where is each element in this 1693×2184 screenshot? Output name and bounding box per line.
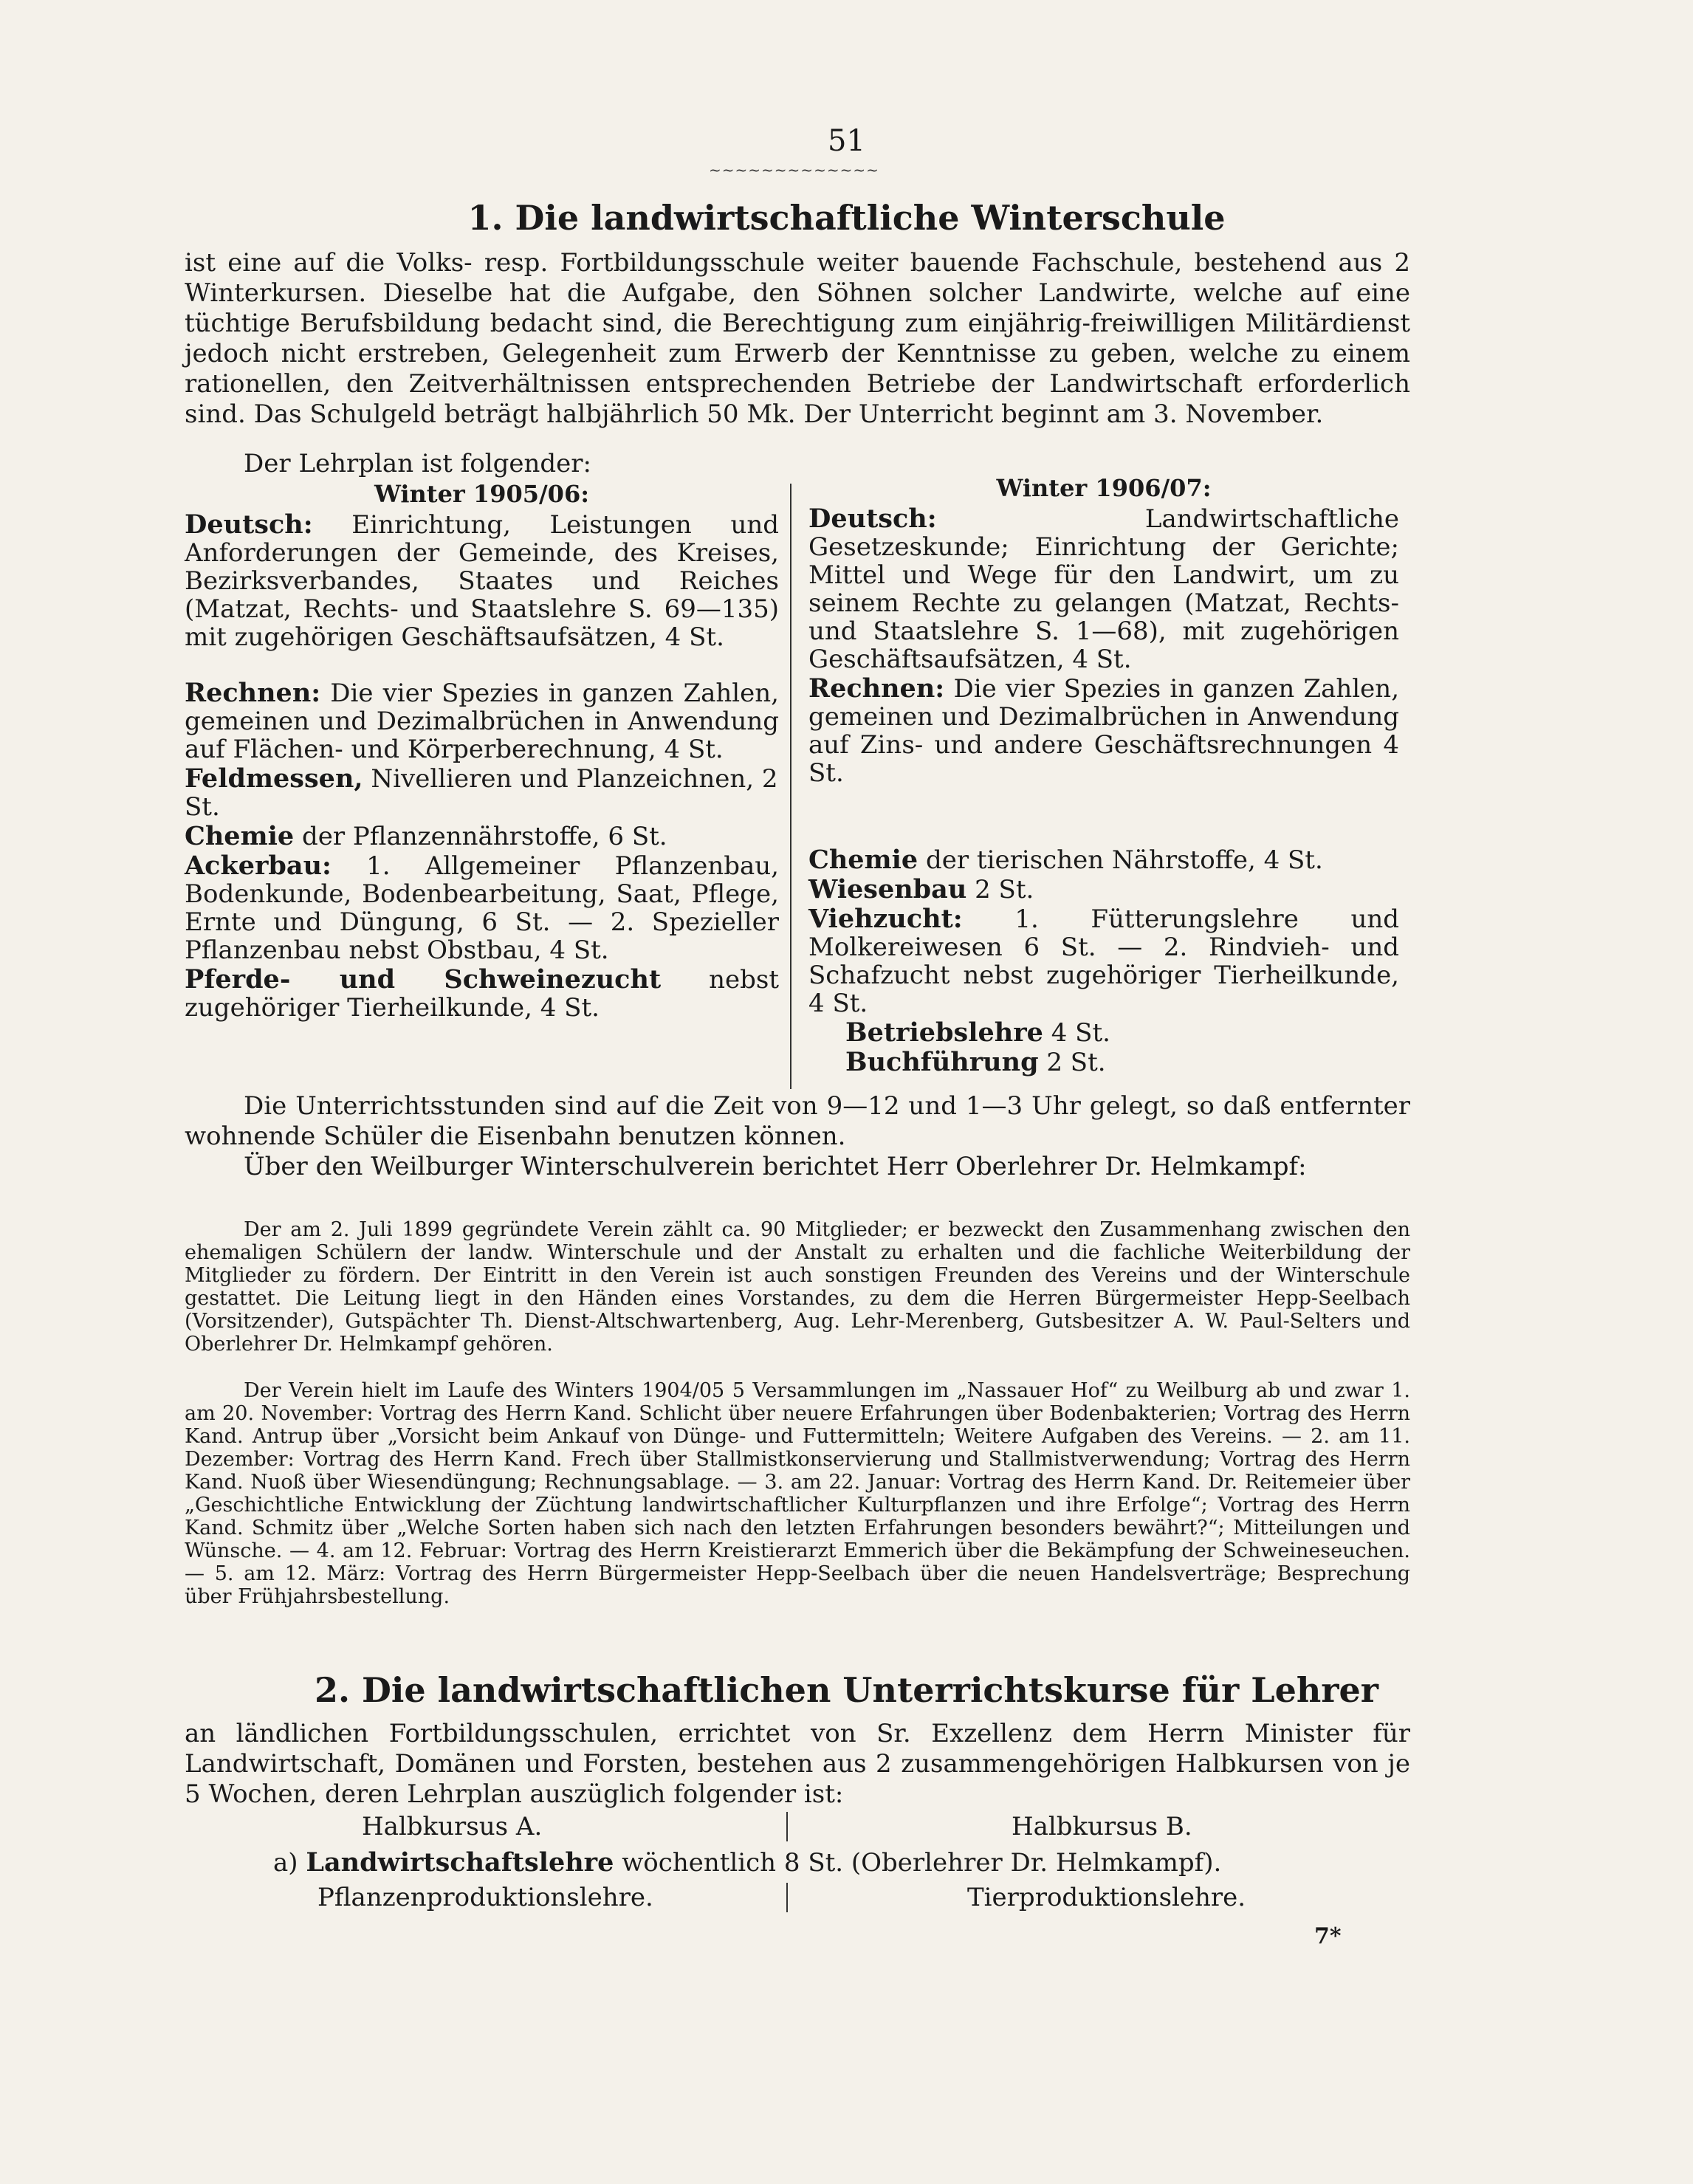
winter1-rechnen-label: Rechnen: xyxy=(185,678,321,708)
winter2-chemie xyxy=(808,846,1399,874)
row-a-prefix: a) xyxy=(273,1848,298,1878)
lehrplan-intro: Der Lehrplan ist folgender: xyxy=(244,449,592,478)
winter2-betrieb-text: 4 St. xyxy=(1051,1018,1110,1048)
winter1-ackerbau xyxy=(185,852,779,964)
winter2-wiesen-text: 2 St. xyxy=(975,875,1034,904)
winter2-rechnen xyxy=(808,675,1399,787)
winter2-deutsch-text: Landwirtschaftliche Gesetzeskunde; Einrichtung der Gerichte; Mittel und Wege für den Landwirt, um zu seinem Rechte zu gelangen (Matzat, Rechts- und Staatslehre S. 1—68), mit zugehörigen Geschäftsaufsätzen, 4 St. xyxy=(808,504,1399,674)
winter1-deutsch-text: Einrichtung, Leistungen und Anforderungen der Gemeinde, des Kreises, Bezirksverbandes, Staates und Reiches (Matzat, Rechts- und Staatslehre S. 69—135) mit zugehörigen Geschäftsaufsätzen, 4 St. xyxy=(185,510,779,652)
winter1-rechnen-text: Die vier Spezies in ganzen Zahlen, gemeinen und Dezimalbrüchen in Anwendung auf Flächen- und Körperberechnung, 4 St. xyxy=(185,679,779,764)
winter2-wiesenbau xyxy=(808,876,1399,904)
winter1-heading: Winter 1905/06: xyxy=(374,480,590,508)
row-a-text: wöchentlich 8 St. (Oberlehrer Dr. Helmkampf). xyxy=(622,1848,1222,1878)
winter1-deutsch xyxy=(185,511,779,651)
halbkursus-b: Halbkursus B. xyxy=(1012,1812,1192,1841)
winter2-deutsch xyxy=(808,505,1399,673)
section1-title: 1. Die landwirtschaftliche Winterschule xyxy=(467,198,1226,238)
winter2-chemie-label: Chemie xyxy=(808,845,918,875)
winter1-column xyxy=(185,480,779,1022)
winter2-deutsch-label: Deutsch: xyxy=(808,504,937,534)
winter2-viehzucht xyxy=(808,905,1399,1017)
section2-title: 2. Die landwirtschaftlichen Unterrichtskurse für Lehrer xyxy=(314,1670,1379,1710)
winter1-acker-text: 1. Allgemeiner Pflanzenbau, Bodenkunde, Bodenbearbeitung, Saat, Pflege, Ernte und Düngung, 6 St. — 2. Spezieller Pflanzenbau nebst Obstbau, 4 St. xyxy=(185,851,779,965)
winter1-feldmessen xyxy=(185,765,779,821)
section1-intro: ist eine auf die Volks- resp. Fortbildungsschule weiter bauende Fachschule, bestehend aus 2 Winterkursen. Dieselbe hat die Aufgabe, den Söhnen solcher Landwirte, welche auf eine tüchtige Berufsbildung bedacht sind, die Berechtigung zum einjährig-freiwilligen Militärdienst jedoch nicht erstreben, Gelegenheit zum Erwerb der Kenntnisse zu geben, welche zu einem rationellen, den Zeitverhältnissen entsprechenden Betriebe der Landwirtschaft erforderlich sind. Das Schulgeld beträgt halbjährlich 50 Mk. Der Unterricht beginnt am 3. November. xyxy=(185,248,1410,429)
signature-mark: 7* xyxy=(1314,1923,1342,1949)
ornament-rule: ~~~~~~~~~~~~~ xyxy=(709,161,879,179)
winter2-vieh-label: Viehzucht: xyxy=(808,904,963,934)
winter2-betrieb-label: Betriebslehre xyxy=(845,1017,1043,1048)
winter2-wiesen-label: Wiesenbau xyxy=(808,874,967,904)
section2-intro: an ländlichen Fortbildungsschulen, errichtet von Sr. Exzellenz dem Herrn Minister für Landwirtschaft, Domänen und Forsten, bestehen aus 2 zusammengehörigen Halbkursen von je 5 Wochen, deren Lehrplan auszüglich folgender ist: xyxy=(185,1719,1410,1809)
winter2-buch xyxy=(808,1048,1399,1076)
winter2-chemie-text: der tierischen Nährstoffe, 4 St. xyxy=(925,845,1323,875)
halbkursus-divider xyxy=(786,1812,788,1841)
row-a-right: Tierproduktionslehre. xyxy=(967,1883,1246,1912)
unterricht-note: Die Unterrichtsstunden sind auf die Zeit von 9—12 und 1—3 Uhr gelegt, so daß entfernter wohnende Schüler die Eisenbahn benutzen können. xyxy=(185,1091,1410,1151)
winter1-feld-label: Feldmessen, xyxy=(185,763,363,794)
page-number: 51 xyxy=(828,124,865,158)
winter2-betrieb xyxy=(808,1019,1399,1047)
winter1-deutsch-label: Deutsch: xyxy=(185,509,313,540)
winter1-pferde-label: Pferde- und Schweinezucht xyxy=(185,964,662,995)
row-a-subject: Landwirtschaftslehre xyxy=(306,1847,614,1878)
winter1-pferde-text: nebst zugehöriger Tierheilkunde, 4 St. xyxy=(185,965,779,1023)
verein-intro: Über den Weilburger Winterschulverein berichtet Herr Oberlehrer Dr. Helmkampf: xyxy=(244,1152,1307,1181)
winter2-rechnen-label: Rechnen: xyxy=(808,673,945,704)
winter1-chemie xyxy=(185,823,779,851)
winter1-rechnen xyxy=(185,679,779,763)
winter2-column xyxy=(808,474,1399,1076)
verein-paragraph-1: Der am 2. Juli 1899 gegründete Verein zählt ca. 90 Mitglieder; er bezweckt den Zusammenhang zwischen den ehemaligen Schülern der landw. Winterschule und der Anstalt zu erhalten und die fachliche Weiterbildung der Mitglieder zu fördern. Der Eintritt in den Verein ist auch sonstigen Freunden des Vereins und der Winterschule gestattet. Die Leitung liegt in den Händen eines Vorstandes, zu dem die Herren Bürgermeister Hepp-Seelbach (Vorsitzender), Gutspächter Th. Dienst-Altschwartenberg, Aug. Lehr-Merenberg, Gutsbesitzer A. W. Paul-Selters und Oberlehrer Dr. Helmkampf gehören. xyxy=(185,1218,1410,1356)
winter1-chemie-label: Chemie xyxy=(185,821,295,851)
winter1-acker-label: Ackerbau: xyxy=(185,851,332,881)
winter1-pferde xyxy=(185,966,779,1022)
column-divider xyxy=(790,484,791,1089)
winter2-buch-text: 2 St. xyxy=(1046,1048,1106,1077)
verein-paragraph-2: Der Verein hielt im Laufe des Winters 1904/05 5 Versammlungen im „Nassauer Hof“ zu Weilburg ab und zwar 1. am 20. November: Vortrag des Herrn Kand. Schlicht über neuere Erfahrungen über Bodenbakterien; Vortrag des Herrn Kand. Antrup über „Vorsicht beim Ankauf von Dünge- und Futtermitteln; Weitere Aufgaben des Vereins. — 2. am 11. Dezember: Vortrag des Herrn Kand. Frech über Stallmistkonservierung und Stallmistverwendung; Vortrag des Herrn Kand. Nuoß über Wiesendüngung; Rechnungsablage. — 3. am 22. Januar: Vortrag des Herrn Kand. Dr. Reitemeier über „Geschichtliche Entwicklung der Züchtung landwirtschaftlicher Kulturpflanzen und ihre Erfolge“; Vortrag des Herrn Kand. Schmitz über „Welche Sorten haben sich nach den letzten Erfahrungen besonders bewährt?“; Mitteilungen und Wünsche. — 4. am 12. Februar: Vortrag des Herrn Kreistierarzt Emmerich über die Bekämpfung der Schweineseuchen. — 5. am 12. März: Vortrag des Herrn Bürgermeister Hepp-Seelbach über die neuen Handelsverträge; Besprechung über Frühjahrsbestellung. xyxy=(185,1379,1410,1608)
winter1-chemie-text: der Pflanzennährstoffe, 6 St. xyxy=(301,822,667,851)
halbkursus-a: Halbkursus A. xyxy=(362,1812,543,1841)
row-a xyxy=(273,1847,1221,1878)
row-a-left: Pflanzenproduktionslehre. xyxy=(317,1883,653,1912)
winter2-heading: Winter 1906/07: xyxy=(996,474,1212,502)
winter1-feld-text: Nivellieren und Planzeichnen, 2 St. xyxy=(185,764,778,822)
row-a-divider xyxy=(786,1883,788,1912)
winter2-rechnen-text: Die vier Spezies in ganzen Zahlen, gemeinen und Dezimalbrüchen in Anwendung auf Zins- und andere Geschäftsrechnungen 4 St. xyxy=(808,674,1399,788)
winter2-buch-label: Buchführung xyxy=(845,1047,1039,1077)
winter2-vieh-text: 1. Fütterungslehre und Molkereiwesen 6 St. — 2. Rindvieh- und Schafzucht nebst zugehöriger Tierheilkunde, 4 St. xyxy=(808,904,1399,1018)
